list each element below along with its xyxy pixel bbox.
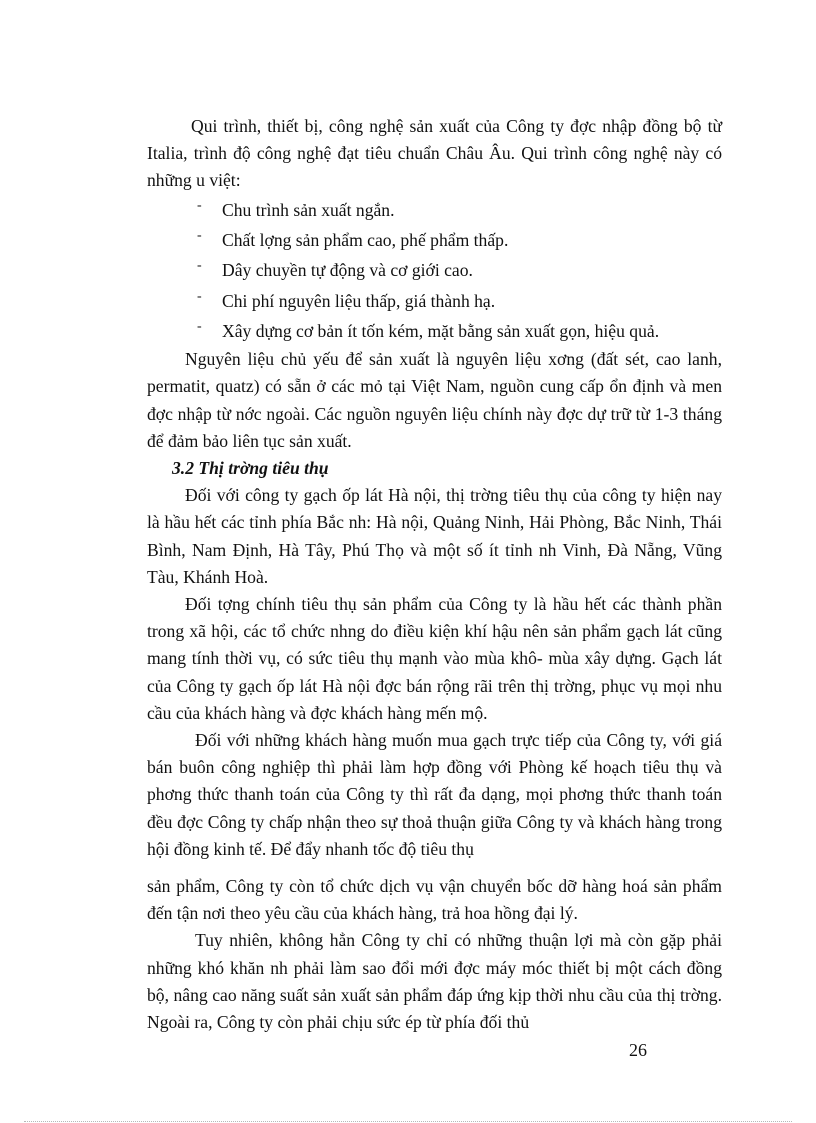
list-item-text: Dây chuyền tự động và cơ giới cao. (222, 260, 473, 281)
paragraph-difficulties: Tuy nhiên, không hẳn Công ty chỉ có những thuận lợi mà còn gặp phải những khó khăn nh phải làm sao đổi mới đợc máy móc thiết bị một cách đồng bộ, nâng cao năng suất sản xuất sản phẩm đáp ứng kịp thời nhu cầu của thị trờng. Ngoài ra, Công ty còn phải chịu sức ép từ phía đối thủ (147, 930, 722, 1033)
paragraph-raw-materials: Nguyên liệu chủ yếu để sản xuất là nguyên liệu xơng (đất sét, cao lanh, permatit, quatz) có sẵn ở các mỏ tại Việt Nam, nguồn cung cấp ổn định và men đợc nhập từ nớc ngoài. Các nguồn nguyên liệu chính này đợc dự trữ từ 1-3 tháng để đảm bảo liên tục sản xuất. (147, 349, 722, 451)
bullet-dash: - (197, 197, 202, 213)
bullet-dash: - (197, 258, 202, 274)
list-item-text: Chất lợng sản phẩm cao, phế phẩm thấp. (222, 229, 509, 250)
paragraph-production-process: Qui trình, thiết bị, công nghệ sản xuất của Công ty đợc nhập đồng bộ từ Italia, trình độ công nghệ đạt tiêu chuẩn Châu Âu. Qui trình công nghệ này có những u việt: (147, 116, 722, 191)
list-item (147, 286, 722, 316)
paragraph-services: sản phẩm, Công ty còn tổ chức dịch vụ vận chuyển bốc dỡ hàng hoá sản phẩm đến tận nơi theo yêu cầu của khách hàng, trả hoa hồng đại lý. (147, 876, 722, 924)
list-item (147, 195, 722, 225)
list-item-text: Chu trình sản xuất ngắn. (222, 199, 395, 220)
section-heading: 3.2 Thị trờng tiêu thụ (172, 457, 329, 478)
lower-text-block (147, 873, 722, 1036)
upper-text-block (147, 113, 722, 863)
list-item (147, 316, 722, 346)
bullet-dash: - (197, 227, 202, 243)
paragraph-consumers: Đối tợng chính tiêu thụ sản phẩm của Công ty là hầu hết các thành phần trong xã hội, các tổ chức nhng do điều kiện khí hậu nên sản phẩm gạch lát cũng mang tính thời vụ, có sức tiêu thụ mạnh vào mùa khô- mùa xây dựng. Gạch lát của Công ty gạch ốp lát Hà nội đợc bán rộng rãi trên thị trờng, phục vụ mọi nhu cầu của khách hàng và đợc khách hàng mến mộ. (147, 593, 722, 723)
list-item (147, 255, 722, 285)
advantages-list (147, 195, 722, 346)
bullet-dash: - (197, 318, 202, 334)
paragraph-market-regions: Đối với công ty gạch ốp lát Hà nội, thị trờng tiêu thụ của công ty hiện nay là hầu hết các tỉnh phía Bắc nh: Hà nội, Quảng Ninh, Hải Phòng, Bắc Ninh, Thái Bình, Nam Định, Hà Tây, Phú Thọ và một số ít tỉnh nh Vinh, Đà Nẵng, Vũng Tàu, Khánh Hoà. (147, 485, 722, 587)
list-item (147, 225, 722, 255)
page-number: 26 (629, 1040, 647, 1060)
list-item-text: Chi phí nguyên liệu thấp, giá thành hạ. (222, 290, 496, 311)
bullet-dash: - (197, 288, 202, 304)
list-item-text: Xây dựng cơ bản ít tốn kém, mặt bằng sản xuất gọn, hiệu quả. (222, 320, 660, 341)
paragraph-wholesale: Đối với những khách hàng muốn mua gạch trực tiếp của Công ty, với giá bán buôn công nghiệp thì phải làm hợp đồng với Phòng kế hoạch tiêu thụ và phơng thức thanh toán của Công ty thì rất đa dạng, mọi phơng thức thanh toán đều đợc Công ty chấp nhận theo sự thoả thuận giữa Công ty và khách hàng trong hội đồng kinh tế. Để đẩy nhanh tốc độ tiêu thụ (147, 729, 722, 859)
page-bottom-divider (24, 1121, 792, 1122)
